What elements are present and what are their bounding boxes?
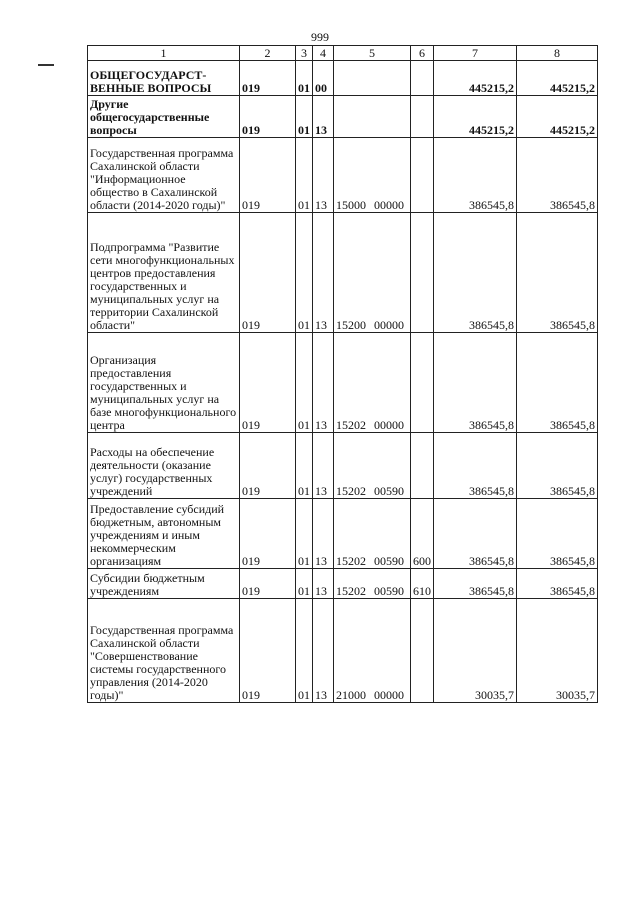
amount-col-7: 386545,8 — [434, 333, 517, 433]
subsection-code: 13 — [313, 569, 334, 599]
grbs-code: 019 — [240, 61, 296, 96]
target-article-program: 15200 — [336, 318, 366, 332]
col-header-8: 8 — [517, 46, 598, 61]
amount-col-8: 386545,8 — [517, 333, 598, 433]
target-article-code — [334, 569, 411, 599]
target-article-direction: 00000 — [374, 198, 404, 212]
subsection-code: 13 — [313, 333, 334, 433]
grbs-code: 019 — [240, 333, 296, 433]
target-article-program: 15202 — [336, 554, 366, 568]
col-header-5: 5 — [334, 46, 411, 61]
margin-mark — [38, 64, 54, 66]
table-row — [88, 333, 598, 433]
expense-name: Субсидии бюджетным учреждениям — [88, 569, 240, 599]
subsection-code: 13 — [313, 96, 334, 138]
grbs-code: 019 — [240, 499, 296, 569]
target-article-direction: 00000 — [374, 318, 404, 332]
amount-col-7: 386545,8 — [434, 499, 517, 569]
amount-col-7: 445215,2 — [434, 61, 517, 96]
section-code: 01 — [296, 569, 313, 599]
target-article-program: 15202 — [336, 584, 366, 598]
target-article-direction: 00000 — [374, 688, 404, 702]
expense-type-code — [411, 138, 434, 213]
grbs-code: 019 — [240, 138, 296, 213]
subsection-code: 00 — [313, 61, 334, 96]
amount-col-7: 386545,8 — [434, 213, 517, 333]
subsection-code: 13 — [313, 433, 334, 499]
amount-col-8: 386545,8 — [517, 569, 598, 599]
target-article-program: 15202 — [336, 418, 366, 432]
target-article-program: 15000 — [336, 198, 366, 212]
expense-name: Предоставление субсидий бюджетным, автономным учреждениям и иным некоммерческим организациям — [88, 499, 240, 569]
col-header-2: 2 — [240, 46, 296, 61]
table-row — [88, 599, 598, 703]
table-row — [88, 499, 598, 569]
section-code: 01 — [296, 433, 313, 499]
amount-col-8: 445215,2 — [517, 96, 598, 138]
amount-col-8: 30035,7 — [517, 599, 598, 703]
budget-table — [87, 45, 598, 703]
col-header-1: 1 — [88, 46, 240, 61]
expense-type-code — [411, 333, 434, 433]
section-code: 01 — [296, 599, 313, 703]
grbs-code: 019 — [240, 569, 296, 599]
target-article-direction: 00590 — [374, 484, 404, 498]
section-code: 01 — [296, 333, 313, 433]
expense-type-code — [411, 96, 434, 138]
subsection-code: 13 — [313, 213, 334, 333]
col-header-4: 4 — [313, 46, 334, 61]
table-row — [88, 213, 598, 333]
target-article-code — [334, 433, 411, 499]
col-header-7: 7 — [434, 46, 517, 61]
expense-name: Другие общегосударственные вопросы — [88, 96, 240, 138]
expense-name: Подпрограмма "Развитие сети многофункциональных центров предоставления государственных и муниципальных услуг на территории Сахалинской области" — [88, 213, 240, 333]
table-row — [88, 96, 598, 138]
section-code: 01 — [296, 138, 313, 213]
subsection-code: 13 — [313, 499, 334, 569]
target-article-code — [334, 138, 411, 213]
amount-col-7: 386545,8 — [434, 138, 517, 213]
grbs-code: 019 — [240, 433, 296, 499]
subsection-code: 13 — [313, 599, 334, 703]
target-article-code — [334, 213, 411, 333]
amount-col-7: 30035,7 — [434, 599, 517, 703]
subsection-code: 13 — [313, 138, 334, 213]
target-article-code — [334, 61, 411, 96]
expense-name: ОБЩЕГОСУДАРСТ-ВЕННЫЕ ВОПРОСЫ — [88, 61, 240, 96]
target-article-direction: 00590 — [374, 554, 404, 568]
grbs-code: 019 — [240, 96, 296, 138]
grbs-code: 019 — [240, 599, 296, 703]
amount-col-7: 445215,2 — [434, 96, 517, 138]
section-code: 01 — [296, 213, 313, 333]
col-header-6: 6 — [411, 46, 434, 61]
table-row — [88, 61, 598, 96]
amount-col-8: 445215,2 — [517, 61, 598, 96]
amount-col-8: 386545,8 — [517, 433, 598, 499]
expense-type-code — [411, 433, 434, 499]
target-article-program: 21000 — [336, 688, 366, 702]
target-article-code — [334, 333, 411, 433]
expense-type-code — [411, 61, 434, 96]
section-code: 01 — [296, 499, 313, 569]
table-row — [88, 569, 598, 599]
amount-col-8: 386545,8 — [517, 499, 598, 569]
table-row — [88, 138, 598, 213]
target-article-code — [334, 499, 411, 569]
expense-type-code — [411, 213, 434, 333]
col-header-3: 3 — [296, 46, 313, 61]
table-row — [88, 433, 598, 499]
expense-type-code: 610 — [411, 569, 434, 599]
expense-type-code — [411, 599, 434, 703]
expense-name: Организация предоставления государственных и муниципальных услуг на базе многофункционального центра — [88, 333, 240, 433]
section-code: 01 — [296, 61, 313, 96]
target-article-code — [334, 96, 411, 138]
target-article-direction: 00590 — [374, 584, 404, 598]
expense-name: Государственная программа Сахалинской области "Информационное общество в Сахалинской области (2014-2020 годы)" — [88, 138, 240, 213]
target-article-direction: 00000 — [374, 418, 404, 432]
amount-col-7: 386545,8 — [434, 433, 517, 499]
grbs-code: 019 — [240, 213, 296, 333]
expense-type-code: 600 — [411, 499, 434, 569]
expense-name: Расходы на обеспечение деятельности (оказание услуг) государственных учреждений — [88, 433, 240, 499]
target-article-program: 15202 — [336, 484, 366, 498]
target-article-code — [334, 599, 411, 703]
amount-col-8: 386545,8 — [517, 138, 598, 213]
amount-col-7: 386545,8 — [434, 569, 517, 599]
amount-col-8: 386545,8 — [517, 213, 598, 333]
header-row — [88, 46, 598, 61]
section-code: 01 — [296, 96, 313, 138]
expense-name: Государственная программа Сахалинской области "Совершенствование системы государственного управления (2014-2020 годы)" — [88, 599, 240, 703]
page-number: 999 — [311, 30, 329, 44]
